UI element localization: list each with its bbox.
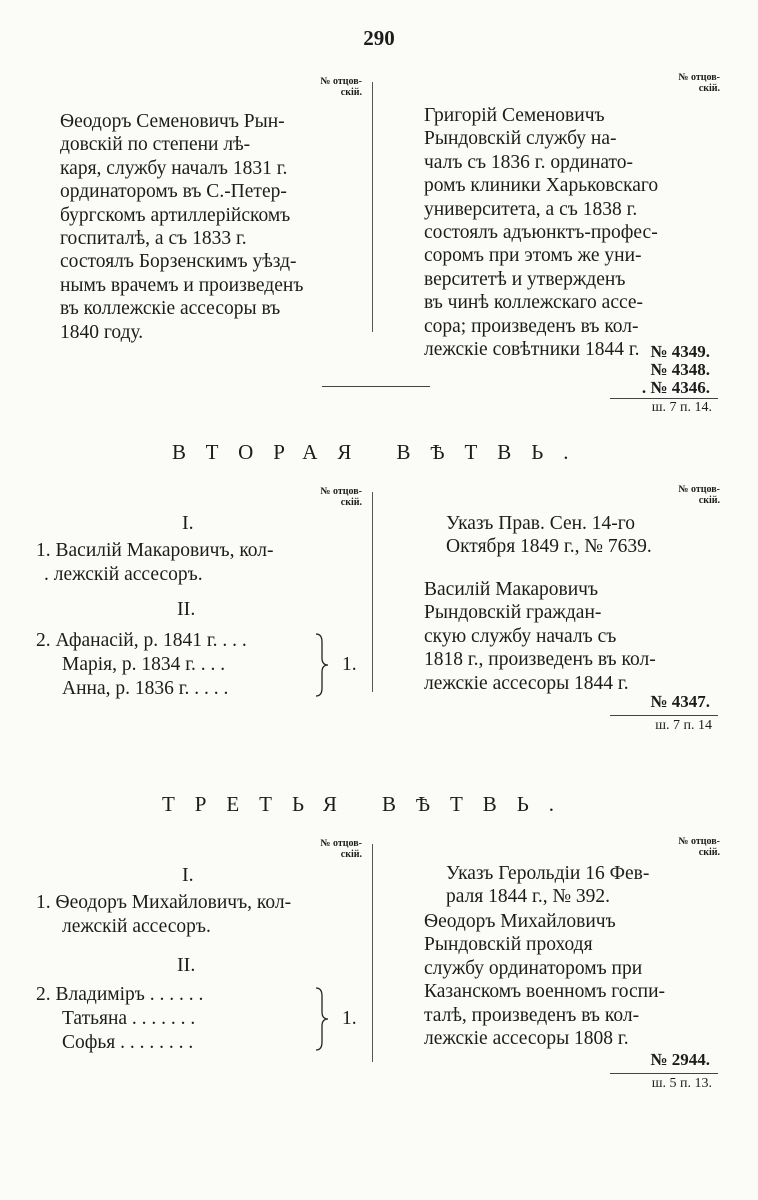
section-title: ТРЕТЬЯ ВѢТВЬ. <box>162 792 574 816</box>
child-entry: 2. Владиміръ . . . . . . <box>36 984 204 1005</box>
top-left-paragraph: Ѳеодоръ Семеновичъ Рын- довскій по степени лѣ- каря, службу началъ 1831 г. ординаторомъ въ С.-Петер- бургскомъ артиллерійскомъ госпиталѣ, а съ 1833 г. состоялъ Борзенскимъ уѣзд- нымъ врачемъ и произведенъ въ коллежскіе ассесоры въ 1840 году. <box>60 111 304 343</box>
record-number: № 2944. <box>650 1050 710 1069</box>
child-entry: Анна, р. 1836 г. . . . . <box>62 678 229 699</box>
brace-icon <box>312 986 334 1052</box>
decree-reference: Указъ Герольдіи 16 Фев- раля 1844 г., № 392. <box>446 863 650 908</box>
father-number: 1. <box>342 1008 357 1029</box>
ref-divider <box>610 398 718 399</box>
column-divider <box>372 844 373 1062</box>
child-entry: Марія, р. 1834 г. . . . <box>62 654 226 675</box>
section-title: ВТОРАЯ ВѢТВЬ. <box>172 440 589 464</box>
generation-label: II. <box>177 954 196 976</box>
header-label-right: № отцов- скій. <box>678 484 720 506</box>
decree-reference: Указъ Прав. Сен. 14-го Октября 1849 г., № 7639. <box>446 513 652 558</box>
archive-reference: ш. 7 п. 14 <box>655 718 712 733</box>
branch-paragraph: Василій Макаровичъ Рындовскій граждан- скую службу началъ съ 1818 г., произведенъ въ кол- лежскіе ассесоры 1844 г. <box>424 579 656 694</box>
brace-icon <box>312 632 334 698</box>
generation-label: I. <box>182 512 194 534</box>
father-number: 1. <box>342 654 357 675</box>
ref-divider <box>610 715 718 716</box>
person-entry: лежскій ассесоръ. <box>62 916 211 937</box>
record-number: № 4347. <box>650 692 710 711</box>
archive-reference: ш. 5 п. 13. <box>651 1076 712 1091</box>
header-label-left: № отцов- скій. <box>320 76 362 98</box>
branch-paragraph: Ѳеодоръ Михайловичъ Рындовскій проходя службу ординаторомъ при Казанскомъ военномъ госпи- талѣ, произведенъ въ кол- лежскіе ассесоры 1808 г. <box>424 911 666 1050</box>
person-entry: 1. Василій Макаровичъ, кол- <box>36 540 274 561</box>
header-label-right: № отцов- скій. <box>678 836 720 858</box>
person-entry: . лежскій ассесоръ. <box>44 564 203 585</box>
generation-label: II. <box>177 598 196 620</box>
header-label-right: № отцов- скій. <box>678 72 720 94</box>
ref-divider <box>610 1073 718 1074</box>
archive-reference: ш. 7 п. 14. <box>651 400 712 415</box>
page-number: 290 <box>363 26 395 50</box>
top-right-paragraph: Григорій Семеновичъ Рындовскій службу на- чалъ съ 1836 г. ординато- ромъ клиники Харьковскаго университета, а съ 1838 г. состоялъ адъюнктъ-профес- соромъ при этомъ же уни- верситетѣ и утвержденъ въ чинѣ коллежскаго ассе- сора; произведенъ въ кол- лежскіе совѣтники 1844 г. <box>424 105 659 361</box>
record-number: № 4349. <box>650 342 710 361</box>
child-entry: 2. Афанасій, р. 1841 г. . . . <box>36 630 247 651</box>
header-label-left: № отцов- скій. <box>320 486 362 508</box>
child-entry: Софья . . . . . . . . <box>62 1032 194 1053</box>
record-number: . № 4346. <box>641 378 710 397</box>
generation-label: I. <box>182 864 194 886</box>
record-number: № 4348. <box>650 360 710 379</box>
child-entry: Татьяна . . . . . . . <box>62 1008 196 1029</box>
person-entry: 1. Ѳеодоръ Михайловичъ, кол- <box>36 892 292 913</box>
section-divider <box>322 386 430 387</box>
column-divider <box>372 492 373 692</box>
column-divider <box>372 82 373 332</box>
header-label-left: № отцов- скій. <box>320 838 362 860</box>
